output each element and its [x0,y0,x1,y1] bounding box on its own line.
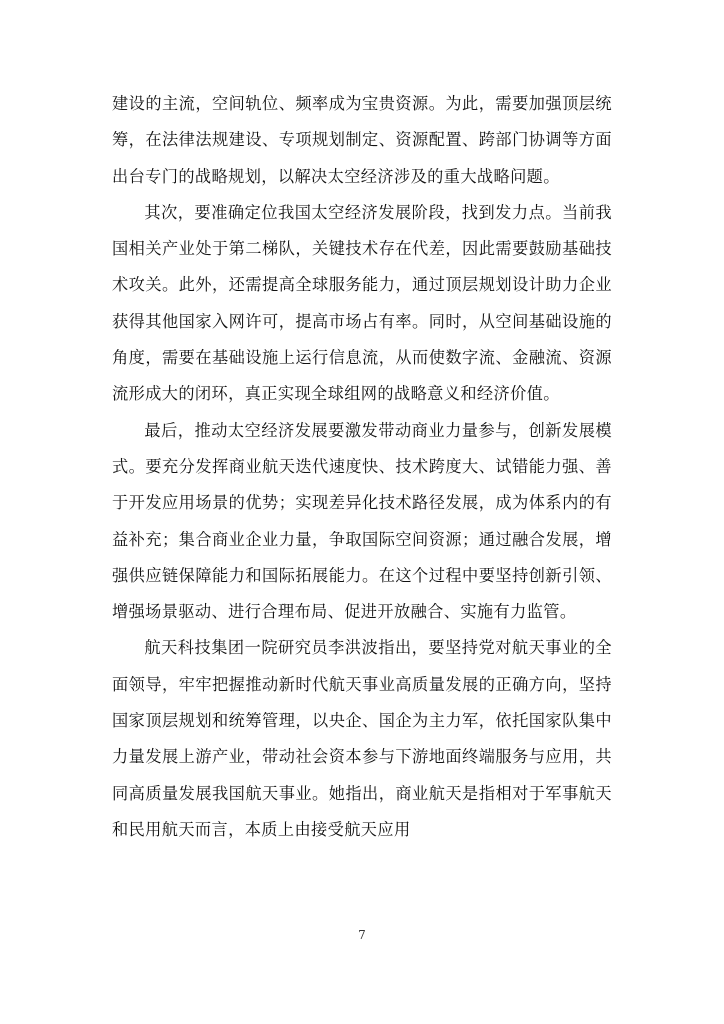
body-text [112,86,612,848]
paragraph-4: 航天科技集团一院研究员李洪波指出，要坚持党对航天事业的全面领导，牢牢把握推动新时代航天事业高质量发展的正确方向，坚持国家顶层规划和统筹管理，以央企、国企为主力军，依托国家队集中力量发展上游产业，带动社会资本参与下游地面终端服务与应用，共同高质量发展我国航天事业。她指出，商业航天是指相对于军事航天和民用航天而言，本质上由接受航天应用 [112,638,612,839]
paragraph-3: 最后，推动太空经济发展要激发带动商业力量参与，创新发展模式。要充分发挥商业航天迭代速度快、技术跨度大、试错能力强、善于开发应用场景的优势；实现差异化技术路径发展，成为体系内的有益补充；集合商业企业力量，争取国际空间资源；通过融合发展，增强供应链保障能力和国际拓展能力。在这个过程中要坚持创新引领、增强场景驱动、进行合理布局、促进开放融合、实施有力监管。 [112,420,612,622]
paragraph-1: 建设的主流，空间轨位、频率成为宝贵资源。为此，需要加强顶层统筹，在法律法规建设、专项规划制定、资源配置、跨部门协调等方面出台专门的战略规划，以解决太空经济涉及的重大战略问题。 [112,94,612,186]
page-number: 7 [358,928,366,942]
paragraph-2: 其次，要准确定位我国太空经济发展阶段，找到发力点。当前我国相关产业处于第二梯队，关键技术存在代差，因此需要鼓励基础技术攻关。此外，还需提高全球服务能力，通过顶层规划设计助力企业获得其他国家入网许可，提高市场占有率。同时，从空间基础设施的角度，需要在基础设施上运行信息流，从而使数字流、金融流、资源流形成大的闭环，真正实现全球组网的战略意义和经济价值。 [112,202,612,404]
